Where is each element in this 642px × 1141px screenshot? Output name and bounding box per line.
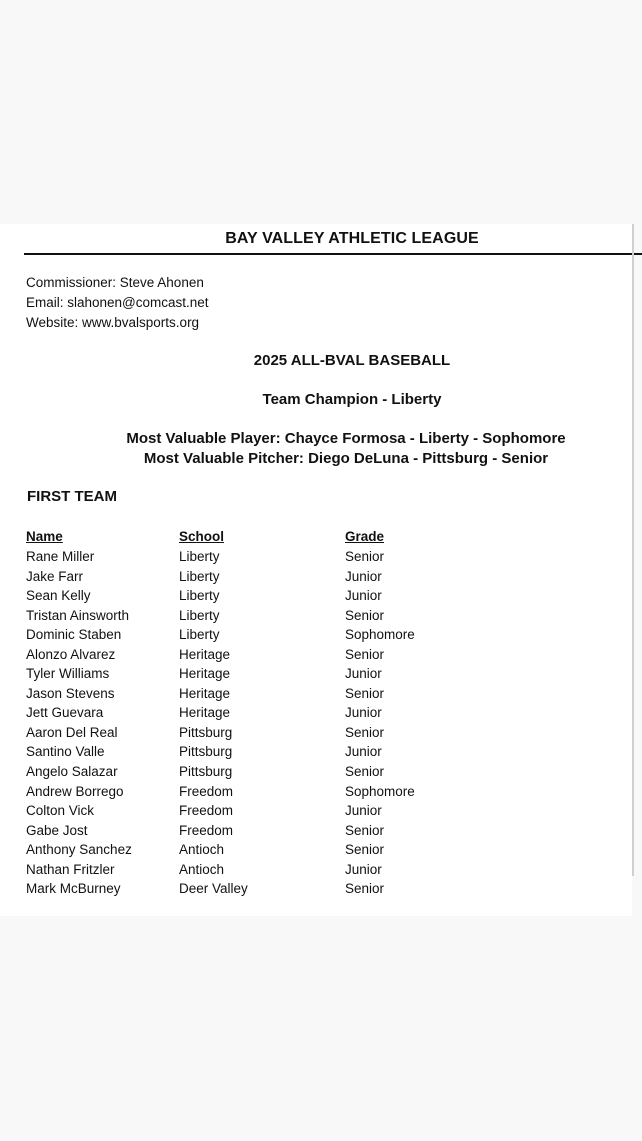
player-grade: Junior [345,568,382,584]
player-name: Jett Guevara [26,705,104,721]
player-name: Gabe Jost [26,822,88,838]
player-name: Tyler Williams [26,666,110,682]
player-school: Liberty [179,607,220,623]
player-name: Nathan Fritzler [26,861,115,877]
title-divider [24,253,642,255]
player-school: Antioch [179,842,225,858]
player-name: Santino Valle [26,744,105,760]
website-line: Website: www.bvalsports.org [26,315,200,330]
player-name: Rane Miller [26,549,95,564]
player-school: Pittsburg [179,764,233,780]
table-row [0,568,632,588]
table-row [0,861,632,881]
player-grade: Senior [345,842,385,858]
player-name: Sean Kelly [26,588,91,604]
table-row [0,743,632,763]
player-name: Alonzo Alvarez [26,646,116,662]
table-row [0,763,632,783]
commissioner-line: Commissioner: Steve Ahonen [26,275,204,290]
player-grade: Sophomore [345,783,415,799]
player-name: Andrew Borrego [26,783,124,799]
table-row [0,704,632,724]
mvp-pitcher-line: Most Valuable Pitcher: Diego DeLuna - Pittsburg - Senior [143,450,549,467]
player-name: Tristan Ainsworth [26,607,130,623]
page-edge-divider [632,224,634,876]
player-name: Dominic Staben [26,627,122,643]
player-school: Heritage [179,685,231,701]
player-name: Angelo Salazar [26,764,118,780]
column-header-grade: Grade [345,529,385,544]
player-grade: Sophomore [345,627,415,643]
player-school: Freedom [179,822,234,838]
column-header-name: Name [26,529,63,544]
player-name: Mark McBurney [26,881,121,897]
player-grade: Senior [345,881,385,897]
mvp-line: Most Valuable Player: Chayce Formosa - Liberty - Sophomore [126,430,566,447]
table-row [0,626,632,646]
player-grade: Senior [345,607,385,623]
player-school: Heritage [179,666,231,682]
table-row [0,548,632,568]
player-school: Liberty [179,627,220,643]
player-name: Colton Vick [26,803,95,819]
player-grade: Senior [345,764,385,780]
player-school: Pittsburg [179,744,233,760]
table-row [0,646,632,666]
player-school: Liberty [179,549,220,564]
team-champion: Team Champion - Liberty [262,391,442,408]
player-school: Heritage [179,705,231,721]
player-grade: Junior [345,666,382,682]
season-title: 2025 ALL-BVAL BASEBALL [253,352,451,369]
section-title: FIRST TEAM [27,488,117,505]
player-school: Heritage [179,646,231,662]
player-school: Freedom [179,783,234,799]
player-school: Liberty [179,588,220,604]
table-row [0,783,632,803]
table-row [0,665,632,685]
player-grade: Junior [345,705,382,721]
player-name: Jake Farr [26,568,84,584]
player-grade: Junior [345,861,382,877]
player-grade: Junior [345,803,382,819]
league-title: BAY VALLEY ATHLETIC LEAGUE [225,230,479,247]
player-grade: Senior [345,685,385,701]
player-name: Jason Stevens [26,685,115,701]
player-name: Aaron Del Real [26,724,118,740]
email-line: Email: slahonen@comcast.net [26,295,209,310]
document-page [0,224,632,916]
table-row [0,841,632,861]
player-grade: Senior [345,646,385,662]
table-row [0,607,632,627]
player-grade: Junior [345,744,382,760]
table-row [0,880,632,900]
table-row [0,802,632,822]
column-header-school: School [179,529,225,544]
player-school: Freedom [179,803,234,819]
table-row [0,587,632,607]
player-table [0,548,632,900]
table-row [0,685,632,705]
player-grade: Senior [345,724,385,740]
table-row [0,724,632,744]
player-grade: Senior [345,822,385,838]
player-name: Anthony Sanchez [26,842,132,858]
player-grade: Senior [345,549,385,564]
player-grade: Junior [345,588,382,604]
player-school: Pittsburg [179,724,233,740]
player-school: Deer Valley [179,881,248,897]
table-row [0,822,632,842]
player-school: Antioch [179,861,225,877]
player-school: Liberty [179,568,220,584]
